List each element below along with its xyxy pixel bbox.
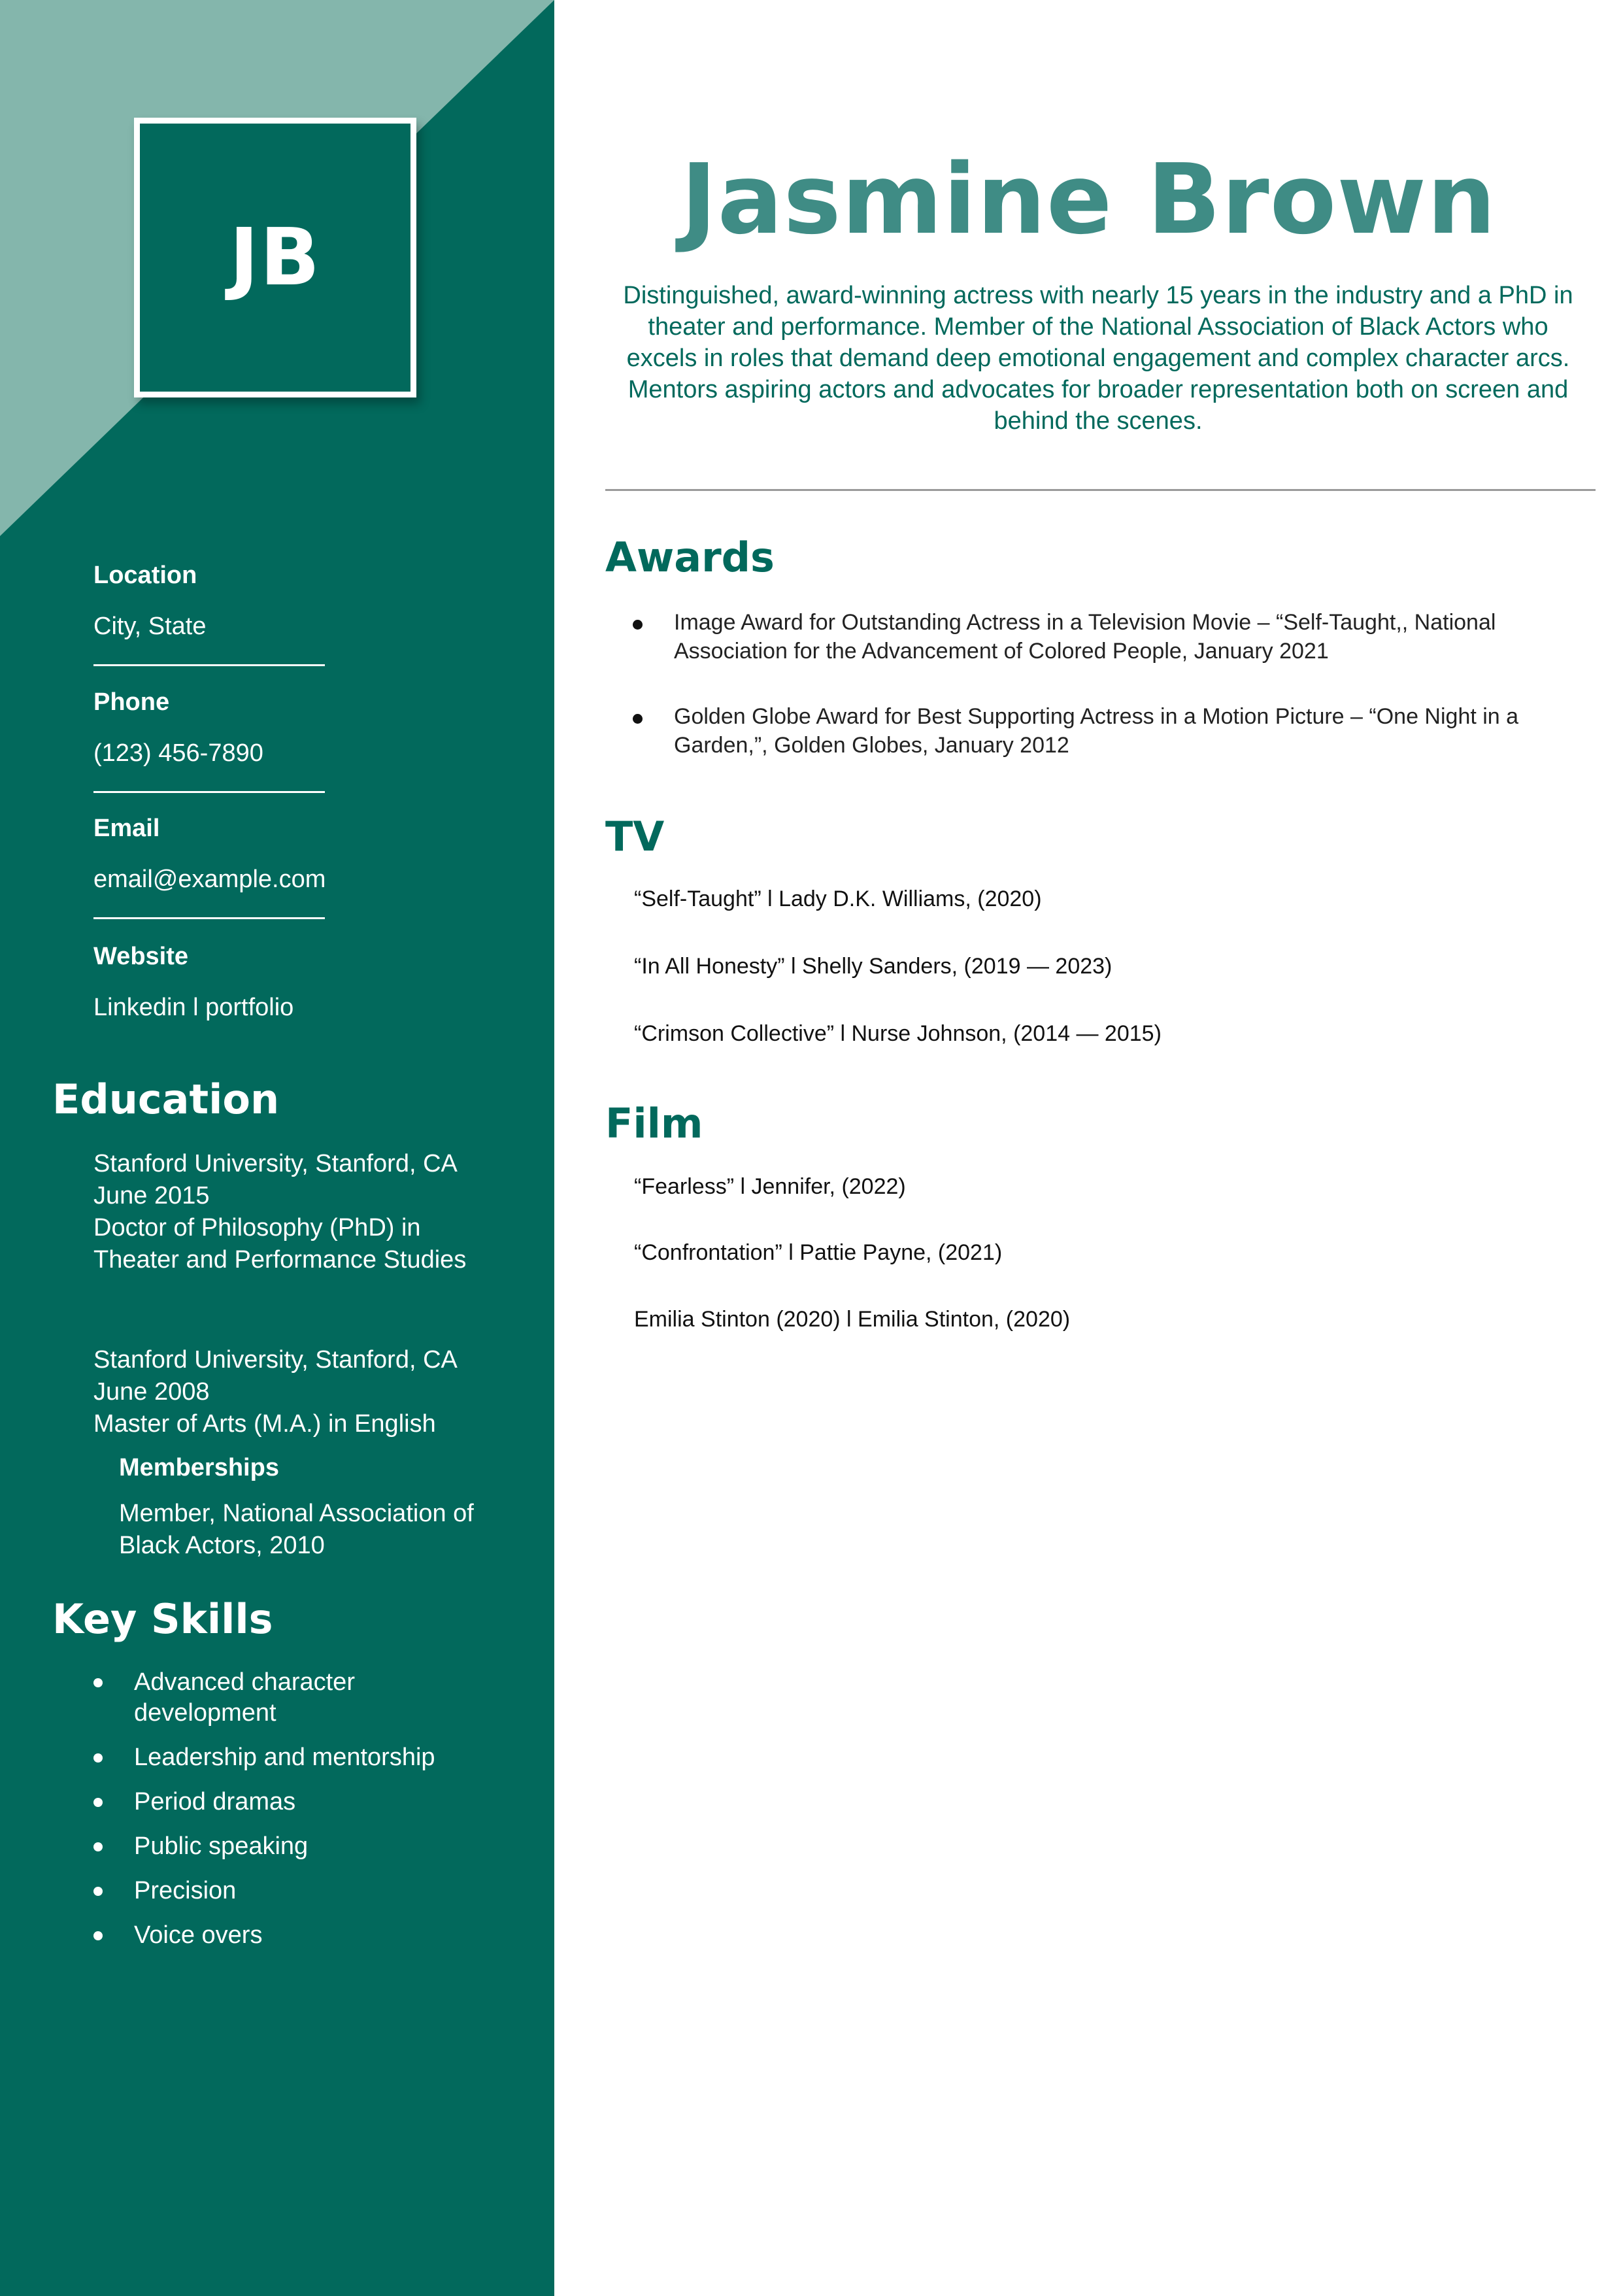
website-label: Website	[93, 943, 189, 970]
film-credit: “Fearless” l Jennifer, (2022)	[634, 1174, 906, 1199]
professional-summary: Distinguished, award-winning actress with nearly 15 years in the industry and a PhD in theater and performance. Member of the National Association of Black Actors who excels in roles that demand deep emotional engagement and complex character arcs. Mentors aspiring actors and advocates for broader representation both on screen and behind the scenes.	[623, 282, 1573, 435]
skill-text: Precision	[134, 1877, 237, 1904]
bullet-icon	[93, 1753, 103, 1763]
location-label: Location	[93, 562, 197, 589]
skill-item	[93, 1787, 512, 1817]
website-value[interactable]: Linkedin l portfolio	[93, 994, 294, 1021]
education-degree: Master of Arts (M.A.) in English	[93, 1410, 436, 1438]
skill-item	[93, 1667, 394, 1729]
skill-text: Public speaking	[134, 1832, 309, 1860]
education-date: June 2015	[93, 1182, 210, 1209]
email-value: email@example.com	[93, 866, 326, 893]
award-item: Image Award for Outstanding Actress in a Television Movie – “Self-Taught,, National Association for the Advancement of Colored People, January 2021	[674, 610, 1496, 664]
contact-divider	[93, 917, 325, 919]
education-date: June 2008	[93, 1378, 210, 1406]
candidate-name: Jasmine Brown	[680, 143, 1497, 256]
location-value: City, State	[93, 613, 207, 640]
contact-website	[93, 942, 329, 1022]
education-entry	[93, 1344, 512, 1440]
awards-heading: Awards	[605, 533, 775, 581]
header-divider	[605, 489, 1596, 491]
tv-credit: “Self-Taught” l Lady D.K. Williams, (2020)	[634, 886, 1042, 911]
bullet-icon	[93, 1887, 103, 1896]
education-degree: Doctor of Philosophy (PhD) in	[93, 1214, 421, 1241]
monogram-box	[134, 118, 416, 397]
membership-line: Black Actors, 2010	[119, 1532, 325, 1559]
contact-divider	[93, 664, 325, 666]
skill-item	[93, 1920, 512, 1951]
skill-text: Leadership and mentorship	[134, 1744, 435, 1771]
skill-text: Advanced character development	[134, 1668, 355, 1727]
education-school: Stanford University, Stanford, CA	[93, 1150, 458, 1177]
sidebar	[0, 0, 554, 2296]
contact-divider	[93, 791, 325, 793]
bullet-icon	[93, 1842, 103, 1851]
phone-label: Phone	[93, 688, 170, 716]
membership-line: Member, National Association of	[119, 1500, 474, 1527]
skills-list	[93, 1667, 512, 1965]
education-heading: Education	[52, 1075, 280, 1123]
contact-email	[93, 814, 329, 919]
award-item: Golden Globe Award for Best Supporting Actress in a Motion Picture – “One Night in a Garden,”, Golden Globes, January 2012	[674, 704, 1519, 758]
contact-phone	[93, 688, 329, 793]
email-label: Email	[93, 815, 160, 842]
skill-text: Voice overs	[134, 1921, 263, 1949]
film-credit: Emilia Stinton (2020) l Emilia Stinton, (2020)	[634, 1307, 1071, 1332]
skill-text: Period dramas	[134, 1788, 296, 1815]
bullet-icon	[93, 1931, 103, 1940]
bullet-icon	[633, 620, 643, 630]
education-entry	[93, 1148, 512, 1276]
film-credit: “Confrontation” l Pattie Payne, (2021)	[634, 1240, 1003, 1265]
bullet-icon	[93, 1798, 103, 1807]
skill-item	[93, 1876, 512, 1906]
phone-value: (123) 456-7890	[93, 739, 263, 767]
bullet-icon	[93, 1678, 103, 1687]
bullet-icon	[633, 714, 643, 724]
skill-item	[93, 1742, 512, 1773]
skill-item	[93, 1831, 512, 1862]
tv-credit: “Crimson Collective” l Nurse Johnson, (2014 — 2015)	[634, 1021, 1162, 1046]
tv-credit: “In All Honesty” l Shelly Sanders, (2019 — 2023)	[634, 954, 1113, 979]
memberships-section	[119, 1453, 524, 1562]
film-heading: Film	[605, 1100, 703, 1147]
skills-heading: Key Skills	[52, 1595, 273, 1643]
education-school: Stanford University, Stanford, CA	[93, 1346, 458, 1374]
tv-heading: TV	[605, 813, 665, 860]
memberships-heading: Memberships	[119, 1454, 279, 1481]
education-degree: Theater and Performance Studies	[93, 1246, 467, 1274]
monogram: JB	[229, 212, 322, 303]
contact-location	[93, 561, 329, 666]
